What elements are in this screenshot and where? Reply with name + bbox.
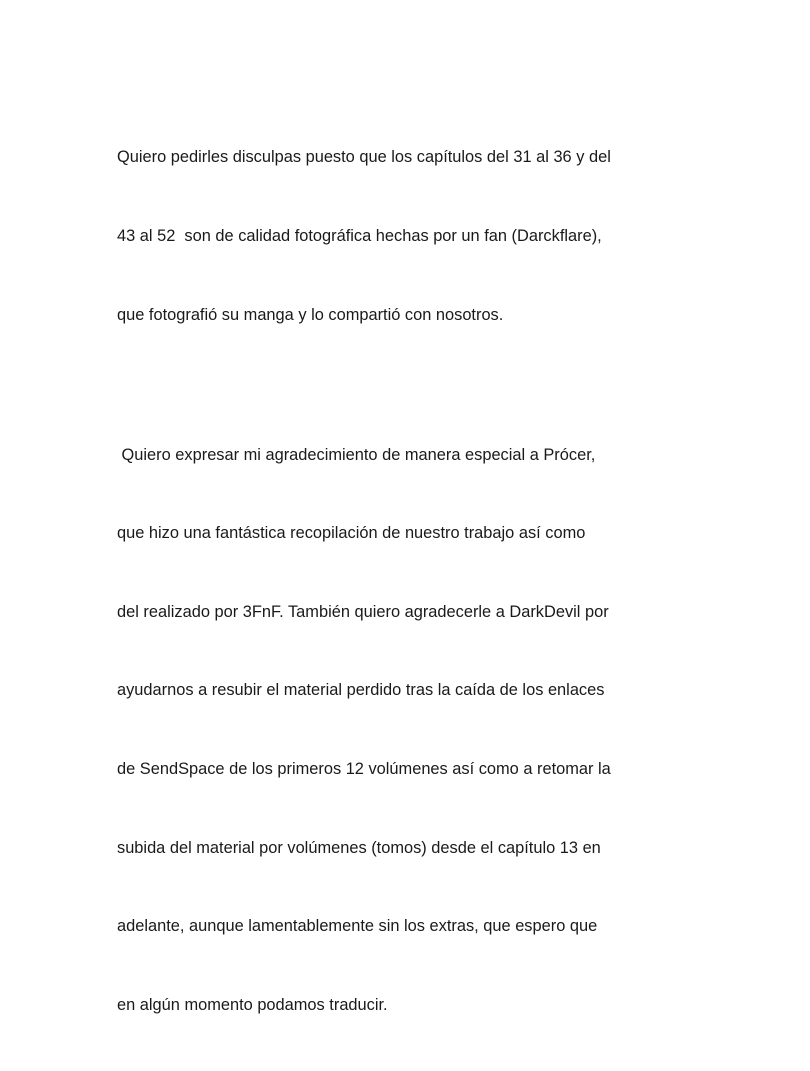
paragraph-spacer [117, 380, 657, 389]
text-line: Quiero pedirles disculpas puesto que los capítulos del 31 al 36 y del [117, 148, 611, 167]
text-line: 43 al 52 son de calidad fotográfica hechas por un fan (Darckflare), [117, 227, 602, 246]
text-line: que hizo una fantástica recopilación de nuestro trabajo así como [117, 524, 586, 543]
document-body [117, 92, 657, 1071]
text-line: del realizado por 3FnF. También quiero agradecerle a DarkDevil por [117, 602, 609, 621]
text-line: Quiero expresar mi agradecimiento de manera especial a Prócer, [117, 445, 596, 464]
text-line: adelante, aunque lamentablemente sin los extras, que espero que [117, 917, 598, 936]
text-line: que fotografió su manga y lo compartió con nosotros. [117, 305, 504, 324]
text-line: ayudarnos a resubir el material perdido tras la caída de los enlaces [117, 681, 605, 700]
text-line: de SendSpace de los primeros 12 volúmenes así como a retomar la [117, 760, 611, 779]
paragraph-acknowledgements [117, 389, 657, 1070]
text-line: en algún momento podamos traducir. [117, 995, 388, 1014]
text-line: subida del material por volúmenes (tomos) desde el capítulo 13 en [117, 838, 601, 857]
paragraph-apology [117, 92, 657, 380]
